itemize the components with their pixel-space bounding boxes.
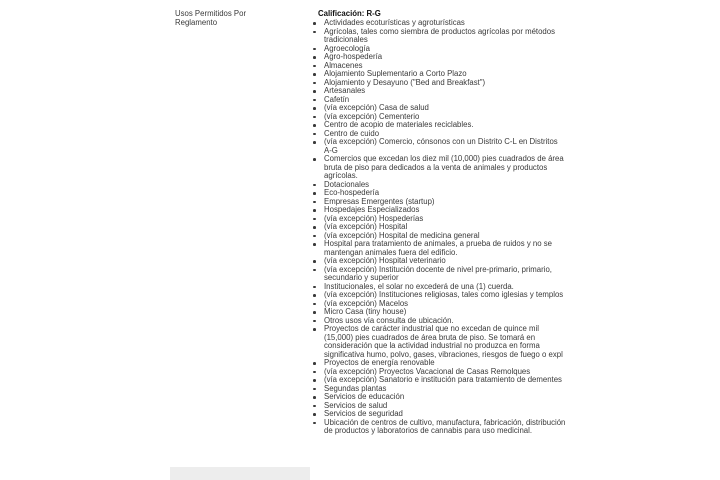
list-item: (vía excepción) Hospital veterinario	[318, 257, 566, 266]
list-item: Segundas plantas	[318, 385, 566, 394]
list-item: (vía excepción) Institución docente de nivel pre-primario, primario, secundario y superior	[318, 266, 566, 283]
list-item: Proyectos de carácter industrial que no excedan de quince mil (15,000) pies cuadrados de área bruta de piso. Se tomará en consideración que la actividad industrial no produzca en forma significativa humo, polvo, gases, vibraciones, riesgos de fuego o expl	[318, 325, 566, 359]
list-item: (vía excepción) Macelos	[318, 300, 566, 309]
list-item: Servicios de salud	[318, 402, 566, 411]
list-item: Cafetín	[318, 96, 566, 105]
list-item: (vía excepción) Comercio, cónsonos con un Distrito C-L en Distritos A-G	[318, 138, 566, 155]
list-item: (vía excepción) Casa de salud	[318, 104, 566, 113]
list-item: Hospital para tratamiento de animales, a prueba de ruidos y no se mantengan animales fuera del edificio.	[318, 240, 566, 257]
list-item: Agroecología	[318, 45, 566, 54]
qualification-heading: Calificación: R-G	[318, 9, 381, 18]
list-item: Hospedajes Especializados	[318, 206, 566, 215]
list-item: Almacenes	[318, 62, 566, 71]
list-item: (vía excepción) Cementerio	[318, 113, 566, 122]
list-item: Agrícolas, tales como siembra de productos agrícolas por métodos tradicionales	[318, 28, 566, 45]
list-item: (vía excepción) Hospederías	[318, 215, 566, 224]
list-item: (vía excepción) Instituciones religiosas, tales como iglesias y templos	[318, 291, 566, 300]
next-row-stub	[170, 467, 310, 480]
list-item: Institucionales, el solar no excederá de una (1) cuerda.	[318, 283, 566, 292]
list-item: (vía excepción) Hospital de medicina general	[318, 232, 566, 241]
list-item: Actividades ecoturísticas y agroturísticas	[318, 19, 566, 28]
list-item: Eco-hospedería	[318, 189, 566, 198]
list-item: Proyectos de energía renovable	[318, 359, 566, 368]
list-item: Otros usos vía consulta de ubicación.	[318, 317, 566, 326]
list-item: Centro de cuido	[318, 130, 566, 139]
list-item: Empresas Emergentes (startup)	[318, 198, 566, 207]
list-item: Servicios de seguridad	[318, 410, 566, 419]
list-item: (vía excepción) Hospital	[318, 223, 566, 232]
list-item: Dotacionales	[318, 181, 566, 190]
list-item: Alojamiento y Desayuno ("Bed and Breakfast")	[318, 79, 566, 88]
permitted-uses-list	[318, 19, 566, 436]
list-item: Comercios que excedan los diez mil (10,000) pies cuadrados de área bruta de piso para dedicados a la venta de animales y productos agrícolas.	[318, 155, 566, 181]
list-item: Servicios de educación	[318, 393, 566, 402]
list-item: Alojamiento Suplementario a Corto Plazo	[318, 70, 566, 79]
list-item: Micro Casa (tiny house)	[318, 308, 566, 317]
list-item: Centro de acopio de materiales reciclables.	[318, 121, 566, 130]
list-item: (vía excepción) Proyectos Vacacional de Casas Remolques	[318, 368, 566, 377]
content-column	[318, 10, 566, 436]
list-item: Agro-hospedería	[318, 53, 566, 62]
list-item: (vía excepción) Sanatorio e institución para tratamiento de dementes	[318, 376, 566, 385]
list-item: Artesanales	[318, 87, 566, 96]
row-label-usos-permitidos: Usos Permitidos Por Reglamento	[175, 9, 247, 27]
list-item: Ubicación de centros de cultivo, manufactura, fabricación, distribución de productos y laboratorios de cannabis para uso medicinal.	[318, 419, 566, 436]
